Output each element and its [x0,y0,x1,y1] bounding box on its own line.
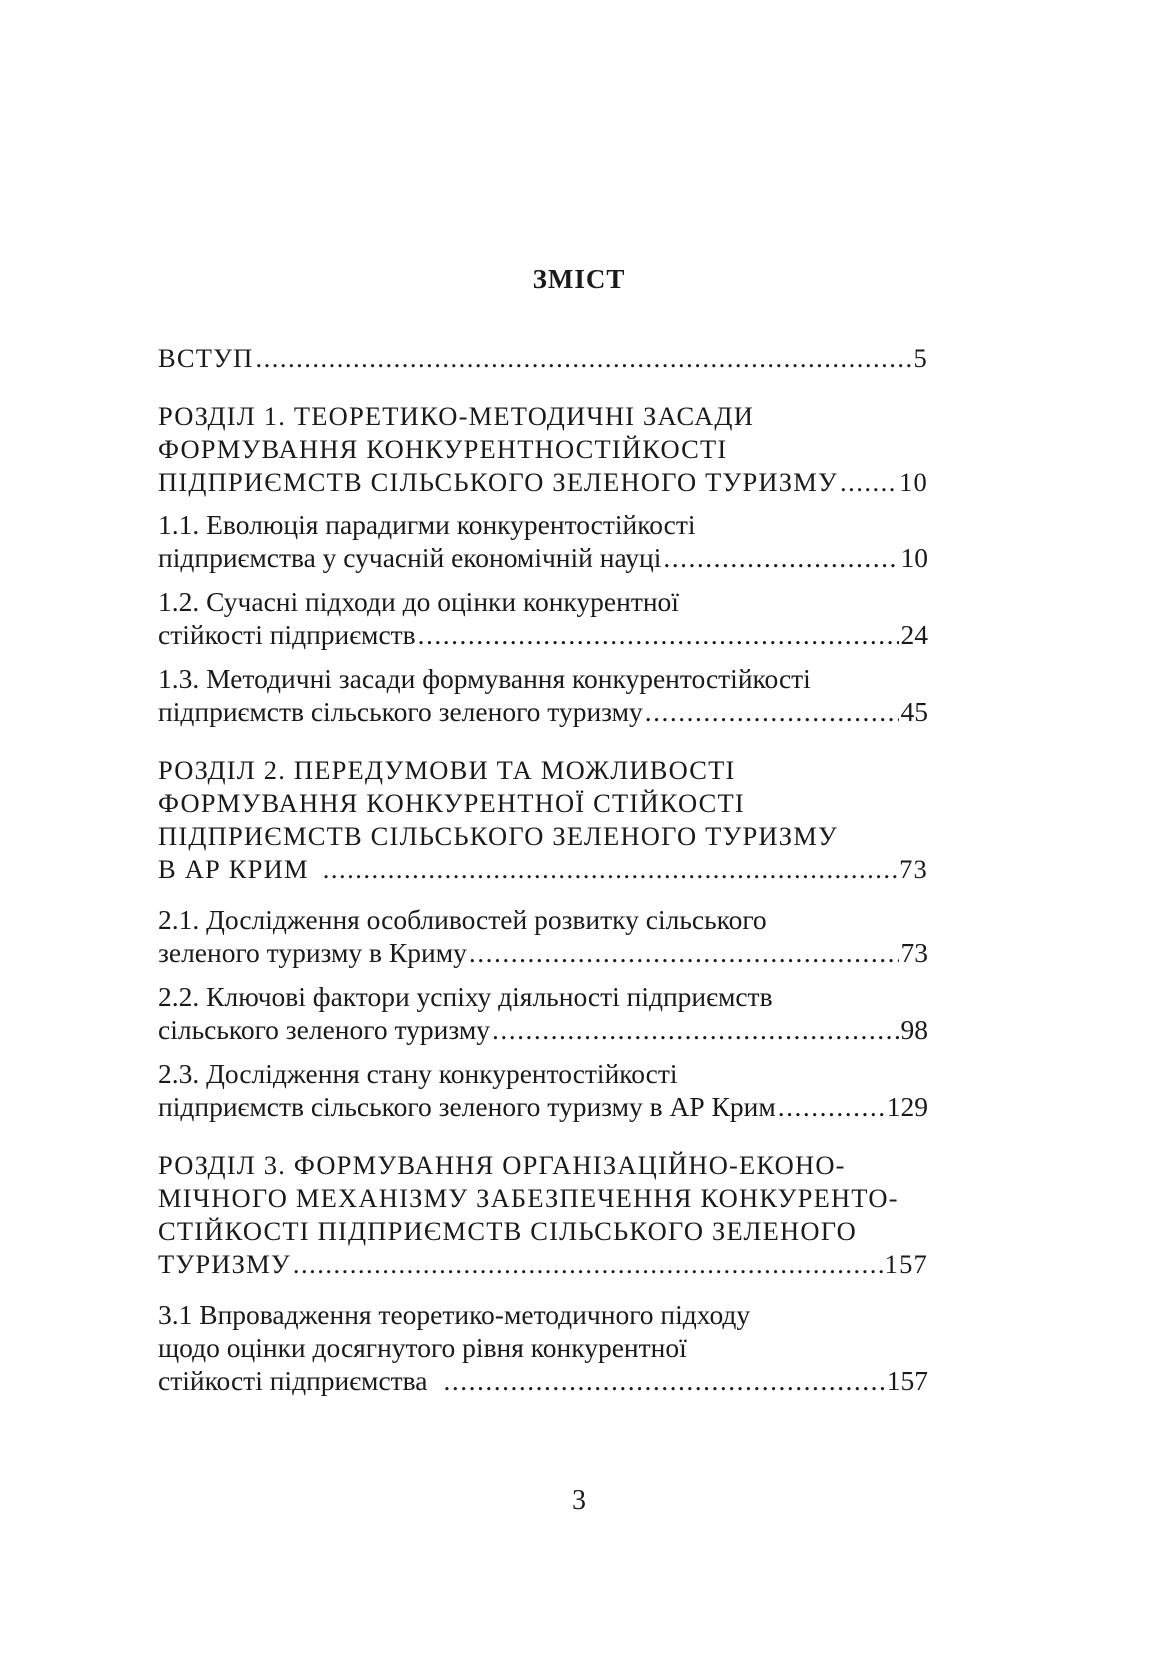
toc-leader-dots [323,849,897,889]
toc-chapter-2-line-3: ПІДПРИЄМСТВ СІЛЬСЬКОГО ЗЕЛЕНОГО ТУРИЗМУ [158,821,838,851]
toc-section-1-2-line-2 [158,615,928,655]
toc-section-1-1-line-1: 1.1. Еволюція парадигми конкурентостійкості [158,509,696,540]
toc-section-3-1-line-2: щодо оцінки досягнутого рівня конкурентної [158,1332,687,1363]
toc-leader-dots [645,692,899,732]
toc-section-1-2-line-1: 1.2. Сучасні підходи до оцінки конкурентної [158,586,679,617]
toc-page-number: 10 [900,542,928,573]
toc-chapter-1-line-2: ФОРМУВАННЯ КОНКУРЕНТНОСТІЙКОСТІ [158,434,728,464]
toc-entry-text: ПІДПРИЄМСТВ СІЛЬСЬКОГО ЗЕЛЕНОГО ТУРИЗМУ [158,467,838,497]
toc-leader-dots [778,1087,885,1127]
page-title: ЗМІСТ [532,264,626,294]
toc-entry-text: підприємств сільського зеленого туризму в АР Крим [158,1091,776,1122]
toc-section-1-3-line-1: 1.3. Методичні засади формування конкурентостійкості [158,663,811,694]
toc-entry-text: стійкості підприємства [158,1365,428,1396]
toc-page-number: 157 [884,1249,928,1279]
toc-leader-dots [293,1244,883,1284]
toc-section-2-2-line-2 [158,1010,928,1050]
toc-leader-dots [255,338,911,378]
toc-chapter-2-line-4 [158,849,928,889]
toc-entry-text: В АР КРИМ [158,854,309,884]
toc-entry-text: ТУРИЗМУ [158,1249,291,1279]
toc-section-2-1-line-1: 2.1. Дослідження особливостей розвитку сільського [158,904,767,935]
toc-section-2-3-line-2 [158,1087,928,1127]
toc-entry-text: підприємства у сучасній економічній науці [158,542,662,573]
toc-leader-dots [469,933,899,973]
toc-page-number: 45 [900,696,928,727]
toc-chapter-1-line-1: РОЗДІЛ 1. ТЕОРЕТИКО-МЕТОДИЧНІ ЗАСАДИ [158,401,755,431]
toc-entry-text: стійкості підприємств [158,619,416,650]
toc-leader-dots [444,1361,885,1401]
toc-chapter-2-line-2: ФОРМУВАННЯ КОНКУРЕНТНОЇ СТІЙКОСТІ [158,788,745,818]
toc-section-3-1-line-1: 3.1 Впровадження теоретико-методичного підходу [158,1299,751,1330]
toc-page-number: 73 [899,854,928,884]
toc-leader-dots [663,538,898,578]
toc-entry-text: ВСТУП [158,343,254,373]
toc-entry-text: сільського зеленого туризму [158,1014,490,1045]
toc-section-2-2-line-1: 2.2. Ключові фактори успіху діяльності підприємств [158,981,773,1012]
toc-section-2-1-line-2 [158,933,928,973]
toc-page-number: 98 [900,1014,928,1045]
toc-leader-dots [840,462,897,502]
toc-entry-text: підприємств сільського зеленого туризму [158,696,643,727]
toc-section-1-3-line-2 [158,692,928,732]
toc-chapter-3-line-3: СТІЙКОСТІ ПІДПРИЄМСТВ СІЛЬСЬКОГО ЗЕЛЕНОГО [158,1216,857,1246]
toc-section-2-3-line-1: 2.3. Дослідження стану конкурентостійкості [158,1058,678,1089]
toc-page-number: 5 [913,343,928,373]
toc-chapter-3-line-2: МІЧНОГО МЕХАНІЗМУ ЗАБЕЗПЕЧЕННЯ КОНКУРЕНТО- [158,1183,899,1213]
toc-chapter-3-line-1: РОЗДІЛ 3. ФОРМУВАННЯ ОРГАНІЗАЦІЙНО-ЕКОНО- [158,1150,846,1180]
page-number: 3 [572,1485,586,1516]
toc-page-number: 24 [900,619,928,650]
toc-chapter-2-line-1: РОЗДІЛ 2. ПЕРЕДУМОВИ ТА МОЖЛИВОСТІ [158,755,736,785]
toc-chapter-3-line-4 [158,1244,928,1284]
toc-leader-dots [418,615,899,655]
toc-page-number: 10 [899,467,928,497]
toc-leader-dots [492,1010,899,1050]
toc-chapter-1-line-3 [158,462,928,502]
toc-page-number: 157 [886,1365,928,1396]
toc-section-1-1-line-2 [158,538,928,578]
toc-section-3-1-line-3 [158,1361,928,1401]
toc-entry-text: зеленого туризму в Криму [158,937,467,968]
toc-page-number: 73 [900,937,928,968]
toc-page-number: 129 [886,1091,928,1122]
toc-entry-intro [158,338,928,378]
